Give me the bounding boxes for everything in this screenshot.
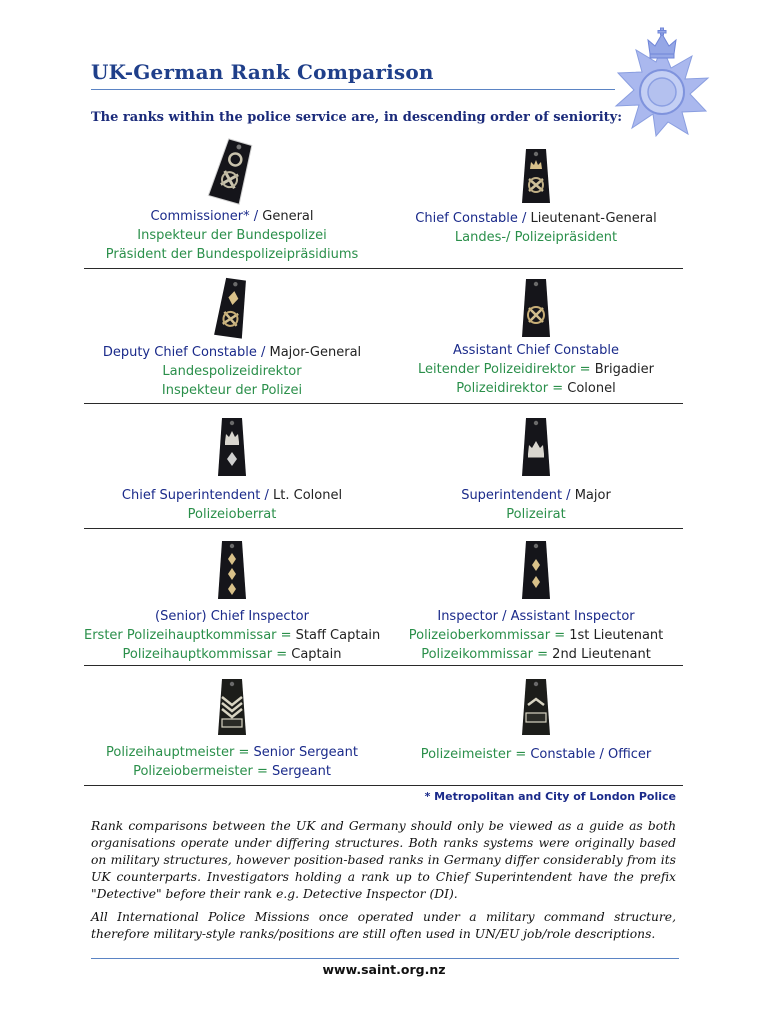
footer-divider [91,958,679,959]
rank-cell [388,675,684,764]
row-divider [84,403,683,404]
rank-line [388,486,684,505]
german-rank-text: Polizeihauptkommissar = [122,647,292,662]
rank-line [388,745,684,764]
military-rank-text: Lt. Colonel [273,488,343,503]
paragraph: All International Police Missions once operated under a military command structure, therefore military-style ranks/positions are still often used in UN/EU job/role descriptions. [91,910,676,941]
epaulette-crown-pip-icon [200,414,264,480]
epaulette-three-pips-icon [200,537,264,603]
german-rank-text: Polizeirat [506,507,566,522]
paragraph: Rank comparisons between the UK and Germany should only be viewed as a guide as both organisations operate under differing structures. Both ranks systems were originally based on military structures, however position-based ranks in Germany differ considerably from its UK counterparts. Investigators holding a rank up to Chief Superintendent have the prefix "Detective" before their rank e.g. Detective Inspector (DI). [91,819,676,901]
uk-rank-text: Constable / Officer [530,747,652,762]
german-rank-text: Landespolizeidirektor [162,364,302,379]
epaulette-pip-baton-icon [200,275,264,341]
german-rank-text: Erster Polizeihauptkommissar = [84,628,296,643]
uk-rank-text: Sergeant [272,764,331,779]
german-rank-text: Polizeioberrat [187,507,277,522]
rank-line [388,645,684,664]
uk-rank-text: Commissioner* / [150,209,263,224]
epaulette-two-pips-icon [504,537,568,603]
epaulette-baton-wreath-icon [504,275,568,341]
german-rank-text: Polizeiobermeister = [133,764,273,779]
rank-cell [84,414,380,524]
title-divider [91,89,615,90]
rank-line [84,762,380,781]
rank-cell [388,414,684,524]
german-rank-text: Landes-/ Polizeipräsident [454,230,618,245]
uk-rank-text: Chief Superintendent / [121,488,274,503]
german-rank-text: Polizeimeister = [420,747,531,762]
rank-line [84,743,380,762]
german-rank-text: Inspekteur der Polizei [161,383,303,398]
rank-cell [388,537,684,664]
german-rank-text: Polizeidirektor = [456,381,568,396]
german-rank-text: Polizeihauptmeister = [106,745,254,760]
row-divider [84,268,683,269]
page-title: UK-German Rank Comparison [91,60,434,84]
website-link[interactable]: www.saint.org.nz [322,962,446,977]
rank-cell [388,145,684,247]
epaulette-crown-baton-icon [504,145,568,207]
military-rank-text: Brigadier [594,362,654,377]
rank-line [84,645,380,664]
page-subtitle: The ranks within the police service are, in descending order of seniority: [91,110,623,125]
military-rank-text: Colonel [567,381,616,396]
row-divider [84,665,683,666]
row-divider [84,528,683,529]
military-rank-text: 1st Lieutenant [569,628,664,643]
footnote: * Metropolitan and City of London Police [424,790,676,803]
rank-line [388,626,684,645]
military-rank-text: 2nd Lieutenant [552,647,651,662]
rank-line [84,207,380,226]
rank-line [388,379,684,398]
rank-line [84,626,380,645]
epaulette-crown-pips-icon [200,137,264,205]
epaulette-crown-icon [504,414,568,480]
rank-line [388,360,684,379]
german-rank-text: Inspekteur der Bundespolizei [137,228,327,243]
uk-rank-text: Inspector / Assistant Inspector [437,609,635,624]
police-star-crest-icon [612,22,712,140]
german-rank-text: Polizeikommissar = [421,647,553,662]
military-rank-text: Captain [291,647,342,662]
row-divider [84,785,683,786]
rank-cell [84,275,380,400]
rank-cell [84,537,380,664]
military-rank-text: Major [574,488,611,503]
german-rank-text: Präsident der Bundespolizeipräsidiums [105,247,359,262]
uk-rank-text: Superintendent / [461,488,575,503]
german-rank-text: Leitender Polizeidirektor = [418,362,595,377]
german-rank-text: Polizeioberkommissar = [408,628,570,643]
rank-line [84,486,380,505]
military-rank-text: Lieutenant-General [530,211,657,226]
rank-cell [84,675,380,781]
uk-rank-text: Chief Constable / [415,211,531,226]
military-rank-text: Staff Captain [295,628,381,643]
rank-line [388,209,684,228]
military-rank-text: Major-General [269,345,362,360]
epaulette-chevrons-number-icon [200,675,264,739]
uk-rank-text: Assistant Chief Constable [453,343,619,358]
rank-cell [388,275,684,398]
rank-cell [84,137,380,264]
military-rank-text: General [262,209,314,224]
epaulette-number-icon [504,675,568,739]
rank-line [84,343,380,362]
uk-rank-text: Senior Sergeant [253,745,358,760]
uk-rank-text: (Senior) Chief Inspector [155,609,309,624]
uk-rank-text: Deputy Chief Constable / [102,345,270,360]
explanatory-text [91,818,676,949]
